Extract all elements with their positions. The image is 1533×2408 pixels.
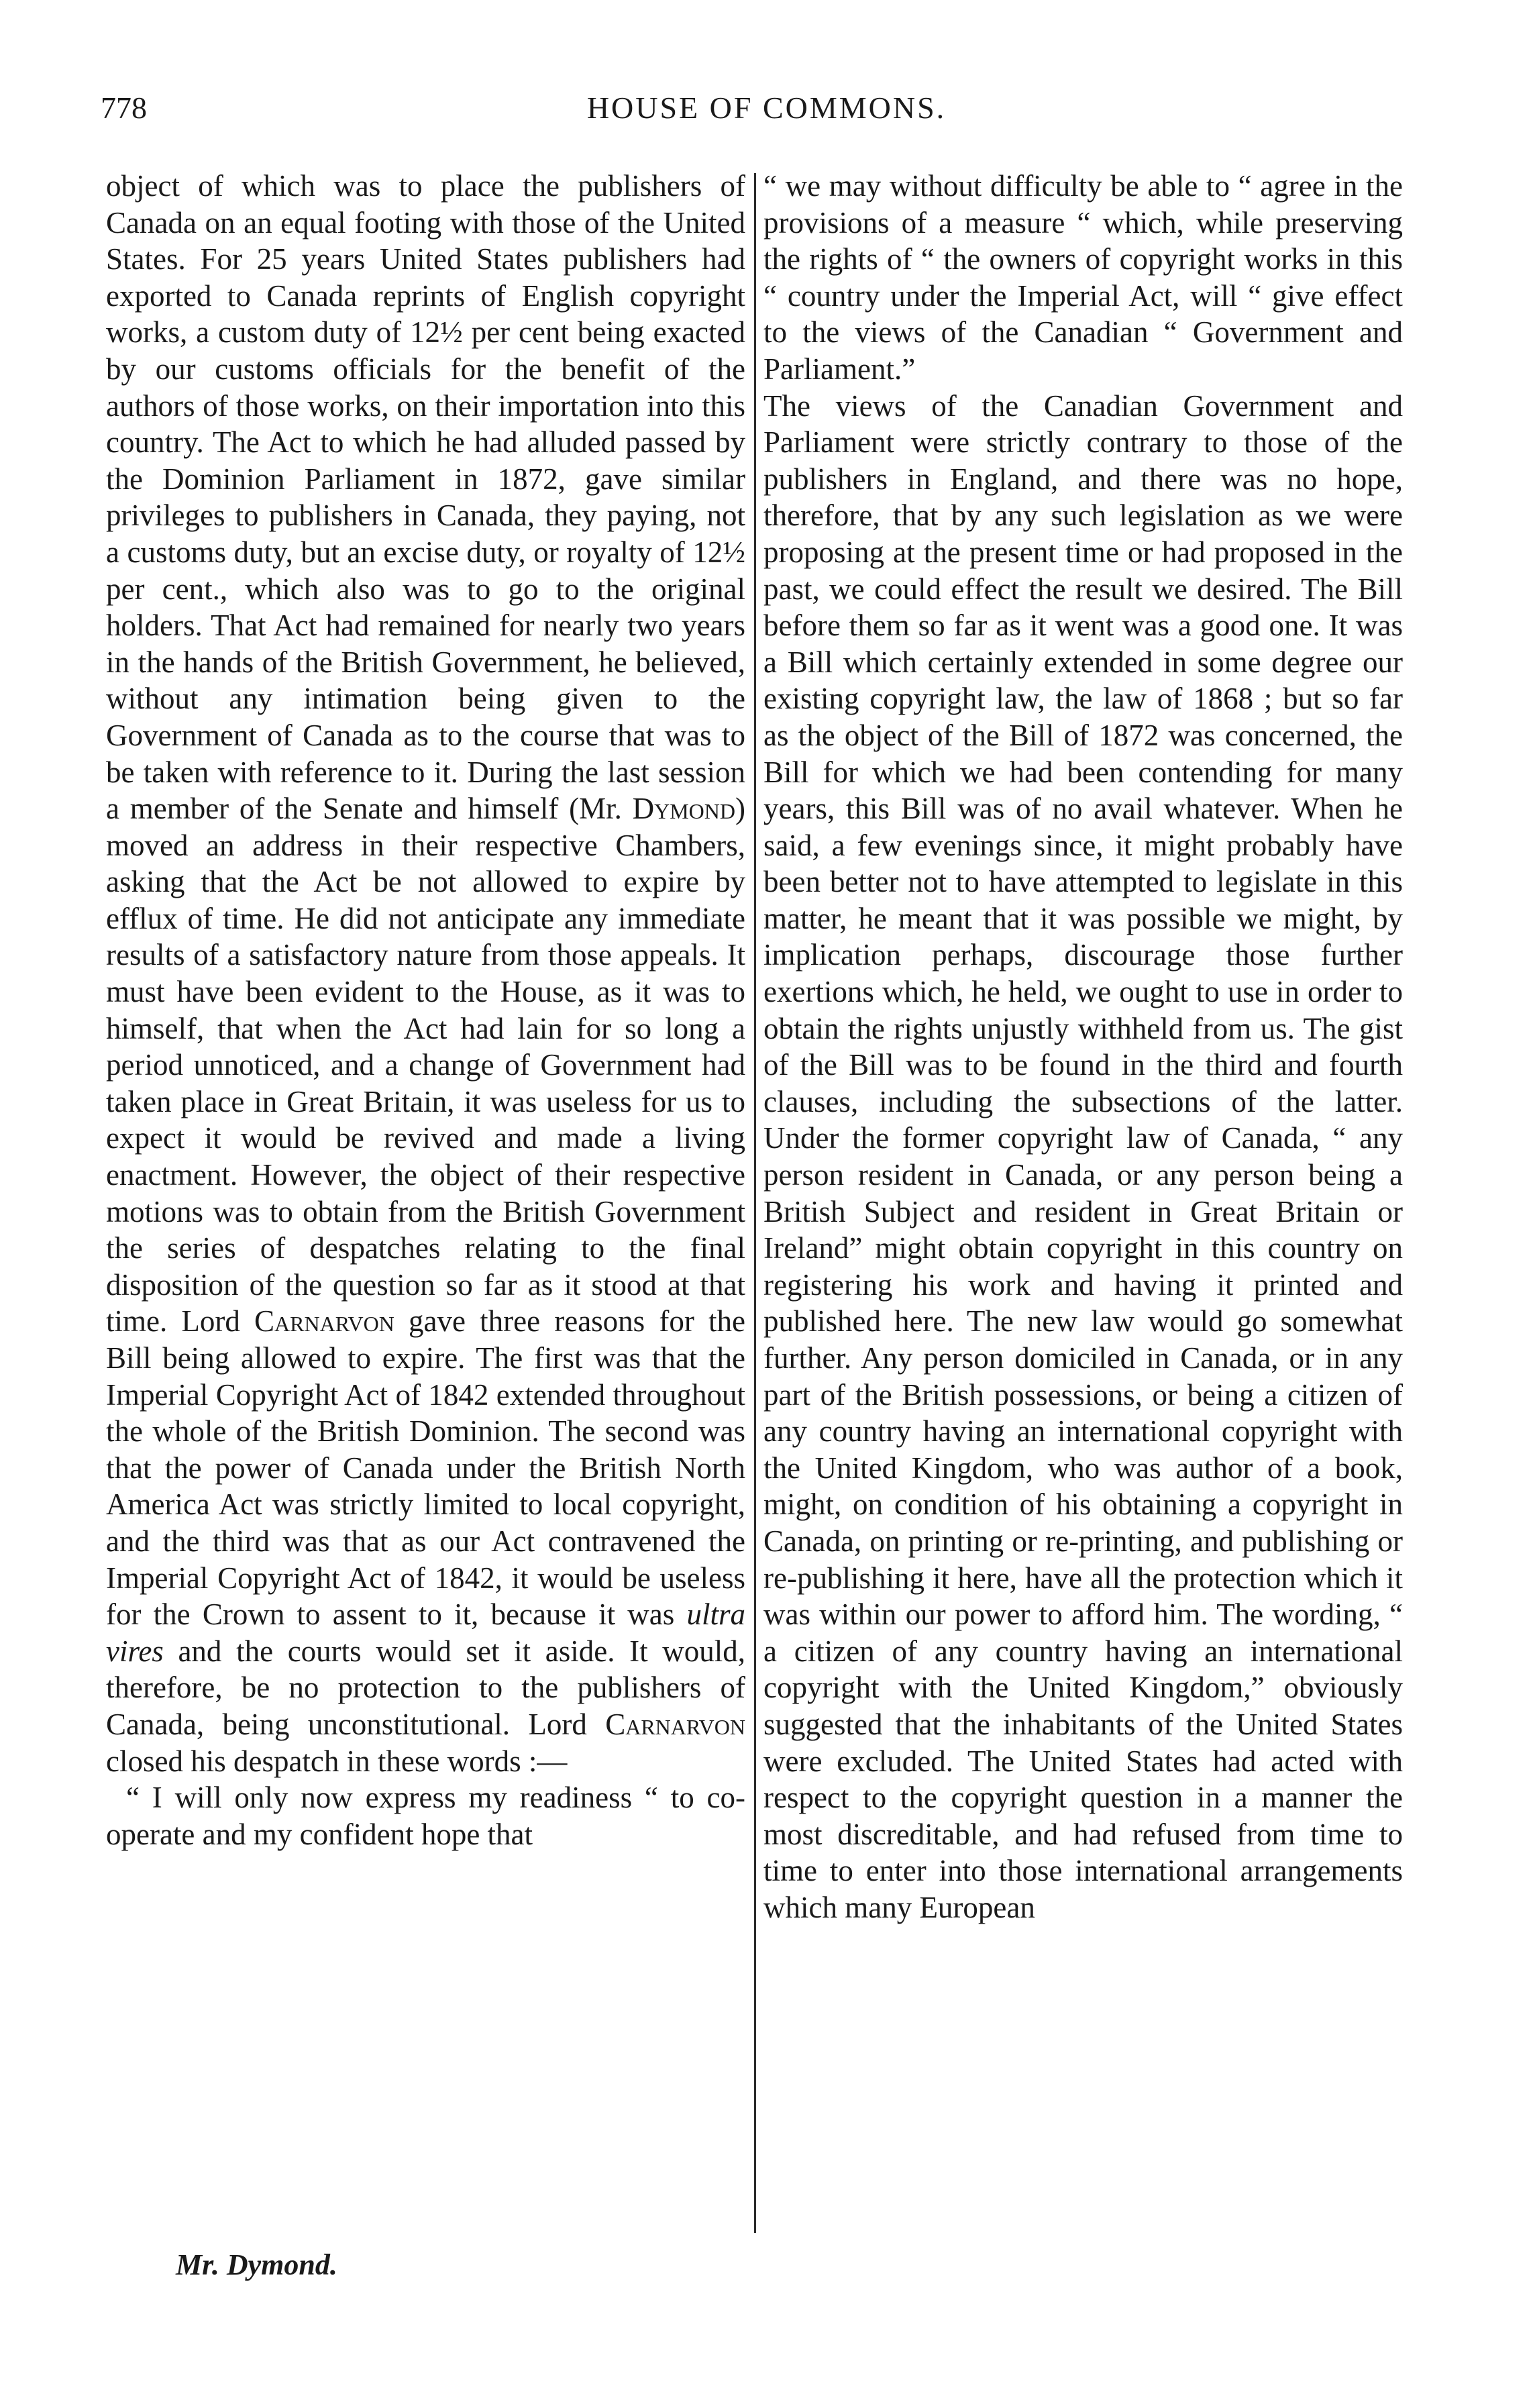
speaker-name-dymond: Dymond (632, 792, 735, 826)
page-number: 778 (101, 91, 147, 125)
quote-end: “ we may without difficulty be able to “ agree in the provisions of a measure “ which, while preserving the rights of “ the owners of copyright works in this “ country under the Imperial Act, will “ give effect to the views of the Canadian “ Government and Parliament.” (763, 169, 1403, 386)
lord-carnarvon-name-2: Carnarvon (605, 1707, 745, 1741)
column-divider (754, 173, 756, 2233)
left-text-d: and the courts would set it aside. It would, therefore, be no protection to the publishers of Canada, being unconstitutional. Lord (106, 1634, 745, 1741)
right-column (763, 168, 1403, 1926)
left-text-e: closed his despatch in these words :— (106, 1744, 568, 1778)
lord-carnarvon-name: Carnarvon (254, 1304, 394, 1339)
left-column (106, 168, 745, 1852)
running-head: HOUSE OF COMMONS. (586, 91, 947, 125)
quote-start: “ I will only now express my readiness “ to co-operate and my confident hope that (106, 1781, 745, 1851)
left-text-b: ) moved an address in their respective Chambers, asking that the Act be not allowed to expire by efflux of time. He did not anticipate any immediate results of a satisfactory nature from those appeals. It must have been evident to the House, as it was to himself, that when the Act had lain for so long a period unnoticed, and a change of Government had taken place in Great Britain, it was useless for us to expect it would be revived and made a living enactment. However, the object of their respective motions was to obtain from the British Government the series of despatches relating to the final disposition of the question so far as it stood at that time. Lord (106, 792, 745, 1339)
right-paragraph: The views of the Canadian Government and Parliament were strictly contrary to those of the publishers in England, and there was no hope, therefore, that by any such legislation as we were proposing at the present time or had proposed in the past, we could effect the result we desired. The Bill before them so far as it went was a good one. It was a Bill which certainly extended in some degree our existing copyright law, the law of 1868 ; but so far as the object of the Bill of 1872 was concerned, the Bill for which we had been contending for many years, this Bill was of no avail whatever. When he said, a few evenings since, it might probably have been better not to have attempted to legislate in this matter, he meant that it was possible we might, by implication perhaps, discourage those further exertions which, he held, we ought to use in order to obtain the rights unjustly withheld from us. The gist of the Bill was to be found in the third and fourth clauses, including the subsections of the latter. Under the former copyright law of Canada, “ any person resident in Canada, or any person being a British Subject and resident in Great Britain or Ireland” might obtain copyright in this country on registering his work and having it printed and published here. The new law would go somewhat further. Any person domiciled in Canada, or in any part of the British possessions, or being a citizen of any country having an international copyright with the United Kingdom, who was author of a book, might, on condition of his obtaining a copyright in Canada, on printing or re-printing, and publishing or re-publishing it here, have all the protection which it was within our power to afford him. The wording, “ a citizen of any country having an international copyright with the United Kingdom,” obviously suggested that the inhabitants of the United States were excluded. The United States had acted with respect to the copyright question in a manner the most discreditable, and had refused from time to time to enter into those international arrangements which many European (763, 388, 1403, 1924)
footer-speaker: Mr. Dymond. (176, 2248, 337, 2281)
ultra-vires-italic: ultra vires (106, 1598, 745, 1668)
left-text-a: object of which was to place the publishers of Canada on an equal footing with those of the United States. For 25 years United States publishers had exported to Canada reprints of English copyright works, a custom duty of 12½ per cent being exacted by our customs officials for the benefit of the authors of those works, on their importation into this country. The Act to which he had alluded passed by the Dominion Parliament in 1872, gave similar privileges to publishers in Canada, they paying, not a customs duty, but an excise duty, or royalty of 12½ per cent., which also was to go to the original holders. That Act had remained for nearly two years in the hands of the British Government, he believed, without any intimation being given to the Government of Canada as to the course that was to be taken with reference to it. During the last session a member of the Senate and himself (Mr. (106, 169, 745, 826)
left-paragraph (106, 168, 745, 1779)
left-text-c: gave three reasons for the Bill being allowed to expire. The first was that the Imperial Copyright Act of 1842 extended throughout the whole of the British Dominion. The second was that the power of Canada under the British North America Act was strictly limited to local copyright, and the third was that as our Act contravened the Imperial Copyright Act of 1842, it would be useless for the Crown to assent to it, because it was (106, 1304, 745, 1632)
